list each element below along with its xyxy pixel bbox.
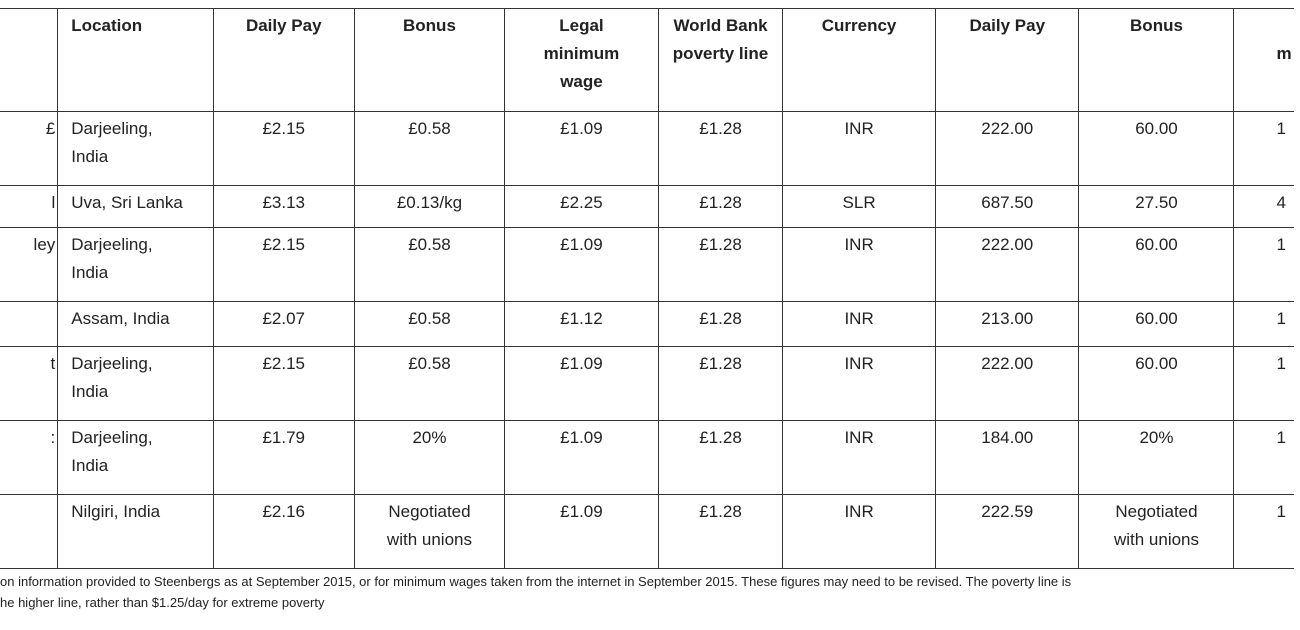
cell-value: £1.12 xyxy=(560,309,603,328)
cell-daily-pay-gbp xyxy=(213,495,354,569)
table-row xyxy=(0,228,1294,302)
header-estate xyxy=(0,9,58,112)
header-daily-pay-local xyxy=(936,9,1079,112)
cell-value: £1.28 xyxy=(699,193,742,212)
cell-value: £0.13/kg xyxy=(396,193,463,212)
cell-location xyxy=(58,421,213,495)
cell-poverty-line xyxy=(658,112,782,186)
cell-minimum-local xyxy=(1234,495,1294,569)
cell-value: Negotiated with unions xyxy=(1113,502,1200,549)
cell-value: INR xyxy=(844,502,874,521)
cell-value: l xyxy=(51,193,56,212)
header-minimum-local xyxy=(1234,9,1294,112)
cell-bonus-gbp xyxy=(354,495,504,569)
cell-minimum-local xyxy=(1234,186,1294,228)
cell-poverty-line xyxy=(658,495,782,569)
cell-value: INR xyxy=(844,235,874,254)
cell-bonus-local xyxy=(1079,186,1234,228)
cell-location xyxy=(58,228,213,302)
header-label: Bonus xyxy=(403,16,456,35)
cell-location xyxy=(58,112,213,186)
cell-estate xyxy=(0,186,58,228)
cell-daily-pay-local xyxy=(936,347,1079,421)
wage-comparison-table xyxy=(0,8,1294,569)
cell-value: 184.00 xyxy=(981,428,1034,447)
cell-daily-pay-gbp xyxy=(213,421,354,495)
cell-value: 222.00 xyxy=(981,354,1034,373)
cell-value: £2.15 xyxy=(262,119,306,138)
header-label: Legal minimum wage xyxy=(543,16,620,91)
header-label xyxy=(8,9,57,12)
cell-value: 1 xyxy=(1276,119,1286,138)
table-row xyxy=(0,112,1294,186)
cell-value: £3.13 xyxy=(262,193,306,212)
cell-value: 1 xyxy=(1276,309,1286,328)
cell-daily-pay-local xyxy=(936,228,1079,302)
cell-value: 1 xyxy=(1276,428,1286,447)
cell-value: Uva, Sri Lanka xyxy=(71,193,183,212)
header-label: World Bank poverty line xyxy=(672,16,769,63)
cell-bonus-gbp xyxy=(354,112,504,186)
cell-daily-pay-local xyxy=(936,302,1079,347)
cell-poverty-line xyxy=(658,186,782,228)
cell-bonus-gbp xyxy=(354,421,504,495)
cell-value: 213.00 xyxy=(981,309,1034,328)
cell-value: £1.28 xyxy=(699,502,742,521)
cell-value: Darjeeling, India xyxy=(71,428,153,475)
footnote-line-2: he higher line, rather than $1.25/day for extreme poverty xyxy=(0,595,325,610)
cell-value: INR xyxy=(844,309,874,328)
cell-value: t xyxy=(50,354,56,373)
cell-value: £2.16 xyxy=(262,502,306,521)
cell-poverty-line xyxy=(658,421,782,495)
cell-location xyxy=(58,186,213,228)
cell-minimum-local xyxy=(1234,302,1294,347)
cell-value: £1.28 xyxy=(699,235,742,254)
header-label: Daily Pay xyxy=(245,16,322,35)
cell-value: INR xyxy=(844,428,874,447)
cell-daily-pay-local xyxy=(936,112,1079,186)
cell-value: £1.09 xyxy=(560,235,603,254)
cell-bonus-gbp xyxy=(354,186,504,228)
header-bonus-local xyxy=(1079,9,1234,112)
table-row xyxy=(0,495,1294,569)
cell-value: 4 xyxy=(1276,193,1286,212)
cell-bonus-local xyxy=(1079,421,1234,495)
header-location xyxy=(58,9,213,112)
cell-bonus-local xyxy=(1079,228,1234,302)
cell-currency xyxy=(783,112,936,186)
cell-value: £1.09 xyxy=(560,119,603,138)
table-row xyxy=(0,421,1294,495)
cell-value: £2.15 xyxy=(262,354,306,373)
header-currency xyxy=(783,9,936,112)
cell-bonus-local xyxy=(1079,495,1234,569)
table-row xyxy=(0,302,1294,347)
cell-bonus-local xyxy=(1079,112,1234,186)
cell-legal-minimum-wage xyxy=(505,112,659,186)
cell-value: 60.00 xyxy=(1135,354,1178,373)
cell-value xyxy=(8,495,57,498)
cell-value: Assam, India xyxy=(71,309,170,328)
cell-value: £2.25 xyxy=(560,193,603,212)
table-row xyxy=(0,186,1294,228)
cell-currency xyxy=(783,228,936,302)
cell-value: 20% xyxy=(1139,428,1174,447)
footnote-line-1: on information provided to Steenbergs as at September 2015, or for minimum wages taken from the internet in September 2015. These figures may need to be revised. The poverty line is xyxy=(0,574,1072,589)
cell-value: £0.58 xyxy=(408,119,451,138)
cell-value: £1.09 xyxy=(560,428,603,447)
cell-poverty-line xyxy=(658,302,782,347)
cell-minimum-local xyxy=(1234,112,1294,186)
cell-daily-pay-local xyxy=(936,186,1079,228)
cell-estate xyxy=(0,347,58,421)
cell-value: 222.00 xyxy=(981,235,1034,254)
cell-daily-pay-gbp xyxy=(213,302,354,347)
cell-value: £1.28 xyxy=(699,354,742,373)
cell-legal-minimum-wage xyxy=(505,186,659,228)
cell-value: 27.50 xyxy=(1135,193,1178,212)
header-label: Location xyxy=(71,16,143,35)
cell-estate xyxy=(0,302,58,347)
cell-value: INR xyxy=(844,354,874,373)
header-poverty-line xyxy=(658,9,782,112)
cell-currency xyxy=(783,186,936,228)
cell-poverty-line xyxy=(658,347,782,421)
cell-legal-minimum-wage xyxy=(505,495,659,569)
cell-minimum-local xyxy=(1234,421,1294,495)
cell-location xyxy=(58,302,213,347)
cell-daily-pay-local xyxy=(936,495,1079,569)
cell-value: 20% xyxy=(412,428,447,447)
cell-bonus-gbp xyxy=(354,347,504,421)
header-label: Daily Pay xyxy=(969,16,1046,35)
cell-legal-minimum-wage xyxy=(505,421,659,495)
cell-value: £1.28 xyxy=(699,309,742,328)
cell-daily-pay-gbp xyxy=(213,228,354,302)
header-label: Bonus xyxy=(1130,16,1183,35)
header-label: Currency xyxy=(821,16,897,35)
cell-value: : xyxy=(50,428,56,447)
cell-value xyxy=(8,302,57,305)
cell-value: £1.28 xyxy=(699,119,742,138)
header-legal-minimum-wage xyxy=(505,9,659,112)
cell-currency xyxy=(783,421,936,495)
cell-value: £2.15 xyxy=(262,235,306,254)
cell-value: 60.00 xyxy=(1135,119,1178,138)
cell-value: ley xyxy=(33,235,56,254)
cell-currency xyxy=(783,302,936,347)
cell-value: £0.58 xyxy=(408,235,451,254)
cell-bonus-local xyxy=(1079,302,1234,347)
header-label: m xyxy=(1276,44,1292,63)
cell-value: £0.58 xyxy=(408,309,451,328)
cell-value: 222.00 xyxy=(981,119,1034,138)
header-row xyxy=(0,9,1294,112)
cell-estate xyxy=(0,421,58,495)
cell-daily-pay-gbp xyxy=(213,112,354,186)
cell-currency xyxy=(783,495,936,569)
cell-value: Darjeeling, India xyxy=(71,235,153,282)
cell-estate xyxy=(0,112,58,186)
footnote xyxy=(0,571,1071,613)
cell-poverty-line xyxy=(658,228,782,302)
cell-value: SLR xyxy=(842,193,876,212)
cell-value: £0.58 xyxy=(408,354,451,373)
cell-value: Nilgiri, India xyxy=(71,502,161,521)
cell-daily-pay-local xyxy=(936,421,1079,495)
header-daily-pay-gbp xyxy=(213,9,354,112)
cell-value: 60.00 xyxy=(1135,309,1178,328)
cell-value: £2.07 xyxy=(262,309,306,328)
cell-value: 687.50 xyxy=(981,193,1034,212)
cell-value: 1 xyxy=(1276,235,1286,254)
cell-value: £1.09 xyxy=(560,502,603,521)
table-row xyxy=(0,347,1294,421)
cell-value: £1.79 xyxy=(262,428,306,447)
cell-value: INR xyxy=(844,119,874,138)
cell-minimum-local xyxy=(1234,347,1294,421)
header-bonus-gbp xyxy=(354,9,504,112)
cell-legal-minimum-wage xyxy=(505,228,659,302)
cell-location xyxy=(58,495,213,569)
cell-daily-pay-gbp xyxy=(213,186,354,228)
cell-value: £ xyxy=(45,119,56,138)
cell-location xyxy=(58,347,213,421)
cell-value: 60.00 xyxy=(1135,235,1178,254)
cell-value: Negotiated with unions xyxy=(386,502,472,549)
cell-value: Darjeeling, India xyxy=(71,354,153,401)
cell-value: 1 xyxy=(1276,354,1286,373)
cell-bonus-gbp xyxy=(354,302,504,347)
cell-bonus-gbp xyxy=(354,228,504,302)
cell-currency xyxy=(783,347,936,421)
cell-value: £1.09 xyxy=(560,354,603,373)
cell-value: £1.28 xyxy=(699,428,742,447)
cell-minimum-local xyxy=(1234,228,1294,302)
cell-bonus-local xyxy=(1079,347,1234,421)
cell-legal-minimum-wage xyxy=(505,347,659,421)
cell-value: Darjeeling, India xyxy=(71,119,153,166)
cell-legal-minimum-wage xyxy=(505,302,659,347)
cell-value: 1 xyxy=(1276,502,1286,521)
cell-value: 222.59 xyxy=(981,502,1034,521)
cell-estate xyxy=(0,228,58,302)
cell-estate xyxy=(0,495,58,569)
cell-daily-pay-gbp xyxy=(213,347,354,421)
